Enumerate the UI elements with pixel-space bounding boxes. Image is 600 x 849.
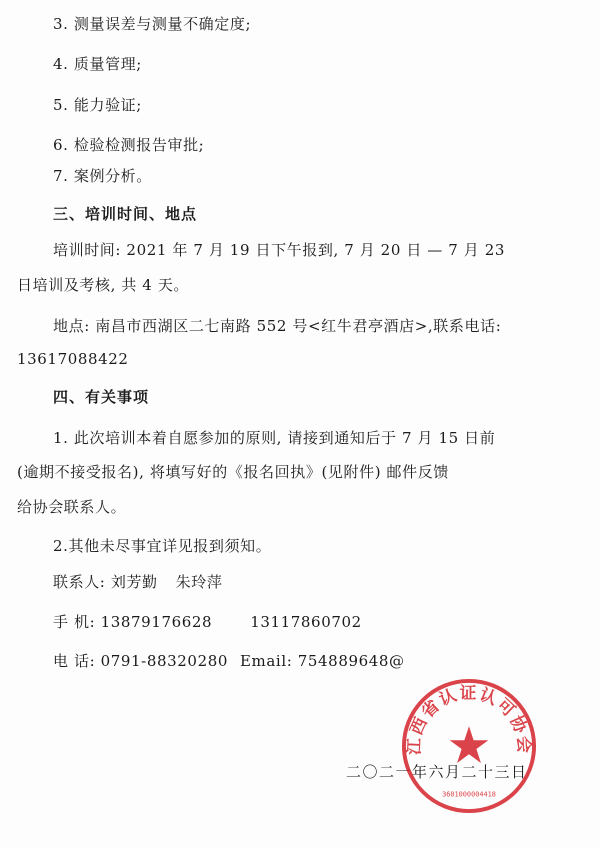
training-time-line-cont: 日培训及考核, 共 4 天。 [17, 276, 190, 294]
document-date: 二〇二一年六月二十三日 [346, 763, 528, 781]
seal-star-icon [450, 726, 489, 763]
section-heading-time-place: 三、培训时间、地点 [53, 205, 198, 223]
contact-email: 754889648@ [297, 652, 405, 670]
list-item: 3. 测量误差与测量不确定度; [53, 15, 252, 33]
contact-person: 朱玲萍 [175, 573, 223, 591]
list-item: 6. 检验检测报告审批; [53, 136, 205, 154]
matter-item-1: 1. 此次培训本着自愿参加的原则, 请接到通知后于 7 月 15 日前 [53, 429, 496, 447]
training-phone-line: 13617088422 [17, 350, 129, 368]
contact-mobile: 13117860702 [250, 613, 362, 631]
official-seal [400, 677, 538, 815]
contact-persons-row [53, 572, 222, 592]
contact-email-label: Email: [240, 652, 293, 670]
contact-phone: 0791-88320280 [100, 652, 228, 670]
contact-mobile-label: 手 机: [53, 613, 96, 631]
list-item: 7. 案例分析。 [53, 167, 152, 185]
contact-persons-label: 联系人: [53, 573, 106, 591]
list-item: 5. 能力验证; [53, 96, 142, 114]
matter-item-2: 2.其他未尽事宜详见报到须知。 [53, 537, 272, 555]
contact-mobile: 13879176628 [100, 613, 213, 631]
section-heading-matters: 四、有关事项 [53, 388, 150, 406]
contact-phone-label: 电 话: [53, 652, 96, 670]
contact-phone-row [53, 651, 405, 671]
training-time-line: 培训时间: 2021 年 7 月 19 日下午报到, 7 月 20 日 — 7 月 23 [53, 241, 506, 259]
seal-arc-text: 江西省认证认可协会 [403, 682, 535, 756]
matter-item-1-cont: 给协会联系人。 [17, 498, 127, 516]
list-item: 4. 质量管理; [53, 55, 142, 73]
matter-item-1-cont: (逾期不接受报名), 将填写好的《报名回执》(见附件) 邮件反馈 [17, 463, 449, 481]
contact-person: 刘芳勤 [110, 573, 158, 591]
training-place-line: 地点: 南昌市西湖区二七南路 552 号<红牛君亭酒店>,联系电话: [53, 317, 502, 335]
contact-mobile-row [53, 612, 362, 632]
seal-code: 3601000004418 [442, 790, 496, 799]
